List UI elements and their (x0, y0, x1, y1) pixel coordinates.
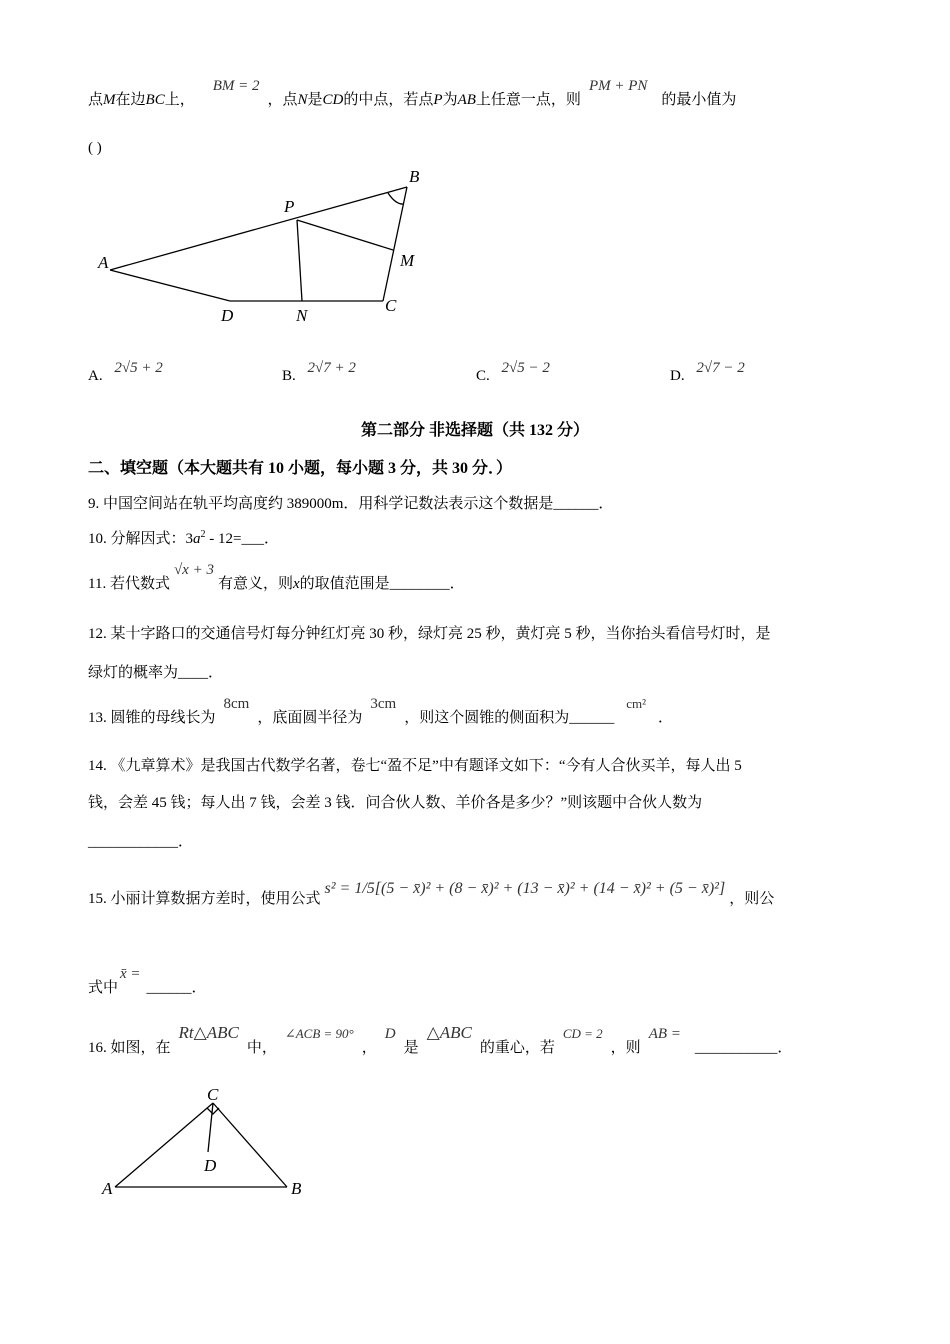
text: 点 (88, 92, 104, 108)
label-a: A (98, 253, 109, 272)
q14-line2: 钱，会差 45 钱；每人出 7 钱，会差 3 钱．问合伙人数、羊价各是多少？”则该题中合伙人数为 (88, 795, 703, 811)
q13 (88, 696, 673, 727)
q12-line2: 绿灯的概率为____． (88, 665, 224, 681)
var: N (297, 92, 308, 108)
label-b: B (291, 1179, 302, 1198)
option-value: 2√5 + 2 (114, 360, 163, 376)
text: ， (361, 1040, 377, 1056)
label-n: N (296, 306, 308, 325)
math-ab: AB = (648, 1026, 681, 1042)
q14-line1: 14. 《九章算术》是我国古代数学名著，卷七“盈不足”中有题译文如下：“今有人合伙买羊，每人出 5 (88, 758, 742, 774)
segment-ab (110, 187, 407, 270)
option-label: D. (670, 368, 685, 384)
var: BC (145, 92, 165, 108)
var: a (193, 531, 201, 547)
text: ，则公 (729, 891, 775, 907)
q15-line2 (88, 966, 207, 997)
text: ______． (146, 980, 207, 996)
label-d: D (221, 306, 234, 325)
text: 13. 圆锥的母线长为 (88, 710, 216, 726)
var: CD (322, 92, 344, 108)
option-b[interactable] (282, 360, 364, 385)
option-a[interactable] (88, 360, 171, 385)
text: 是 (307, 92, 323, 108)
option-d[interactable] (670, 360, 753, 385)
text: ，底面圆半径为 (257, 710, 363, 726)
segment-ac (115, 1103, 213, 1187)
text: 在边 (115, 92, 146, 108)
option-label: B. (282, 368, 296, 384)
var: M (103, 92, 116, 108)
q16 (88, 1023, 793, 1057)
text: 的中点，若点 (343, 92, 434, 108)
q12-line1: 12. 某十字路口的交通信号灯每分钟红灯亮 30 秒，绿灯亮 25 秒，黄灯亮 5 秒，当你抬头看信号灯时，是 (88, 626, 771, 642)
text: 上， (164, 92, 195, 108)
angle-arc (388, 193, 404, 204)
math-tri: Rt△ABC (178, 1023, 239, 1042)
text: ． (657, 710, 673, 726)
text: 上任意一点，则 (475, 92, 581, 108)
math-unit: cm² (626, 696, 646, 711)
text: 的重心，若 (479, 1040, 555, 1056)
math-r: 3cm (370, 696, 397, 712)
label-p: P (284, 197, 295, 216)
var: AB (457, 92, 476, 108)
math-d: D (384, 1026, 396, 1042)
math-cd: CD = 2 (562, 1026, 603, 1041)
text: 的最小值为 (661, 92, 737, 108)
option-c[interactable] (476, 360, 558, 385)
text: 为 (442, 92, 458, 108)
q9: 9. 中国空间站在轨平均高度约 389000m．用科学记数法表示这个数据是______． (88, 496, 614, 512)
text: 10. 分解因式：3 (88, 531, 194, 547)
math-xbar: x̄ = (120, 966, 141, 982)
math-tri2: △ABC (426, 1023, 472, 1042)
segment-pm (297, 220, 393, 250)
option-label: A. (88, 368, 103, 384)
var: P (433, 92, 443, 108)
math-angle: ∠ACB = 90° (284, 1026, 354, 1041)
answer-paren: ( ) (88, 140, 102, 156)
option-value: 2√7 − 2 (696, 360, 745, 376)
part-title: 第二部分 非选择题（共 132 分） (360, 422, 589, 439)
option-value: 2√7 + 2 (307, 360, 356, 376)
text: 16. 如图，在 (88, 1040, 171, 1056)
q14-line3: ____________． (88, 834, 194, 850)
segment-pn (297, 220, 302, 301)
text: ，点 (267, 92, 298, 108)
var: x (292, 576, 300, 592)
math-pmpn: PM + PN (588, 78, 648, 94)
segment-cb (213, 1103, 287, 1187)
option-label: C. (476, 368, 490, 384)
label-d: D (204, 1156, 217, 1175)
q11 (88, 562, 465, 593)
q8-figure (0, 0, 950, 340)
label-b: B (409, 167, 420, 186)
q15-line1 (88, 880, 775, 908)
label-m: M (400, 251, 415, 270)
math-bm: BM = 2 (212, 78, 260, 94)
math-formula: s² = 1/5[(5 − x̄)² + (8 − x̄)² + (13 − x̄)² + (14 − x̄)² + (5 − x̄)²] (324, 880, 726, 897)
q10 (88, 527, 279, 548)
text: 中， (246, 1040, 277, 1056)
text: 式中 (88, 980, 119, 996)
text: ，则这个圆锥的侧面积为______ (404, 710, 615, 726)
text: 有意义，则 (217, 576, 293, 592)
q16-figure (0, 1070, 400, 1210)
math-len: 8cm (223, 696, 250, 712)
segment-ad (110, 270, 230, 301)
math-expr: √x + 3 (173, 562, 214, 578)
label-a: A (102, 1179, 113, 1198)
text: ，则 (610, 1040, 641, 1056)
text: 15. 小丽计算数据方差时，使用公式 (88, 891, 321, 907)
text: 是 (403, 1040, 419, 1056)
text: 的取值范围是________． (299, 576, 465, 592)
option-value: 2√5 − 2 (501, 360, 550, 376)
text: ___________． (694, 1040, 793, 1056)
label-c: C (385, 296, 397, 315)
exponent: 2 (200, 529, 206, 540)
section-title: 二、填空题（本大题共有 10 小题，每小题 3 分，共 30 分．） (88, 460, 513, 477)
label-c: C (207, 1085, 219, 1104)
text: 11. 若代数式 (88, 576, 170, 592)
text: - 12=___． (205, 531, 279, 547)
